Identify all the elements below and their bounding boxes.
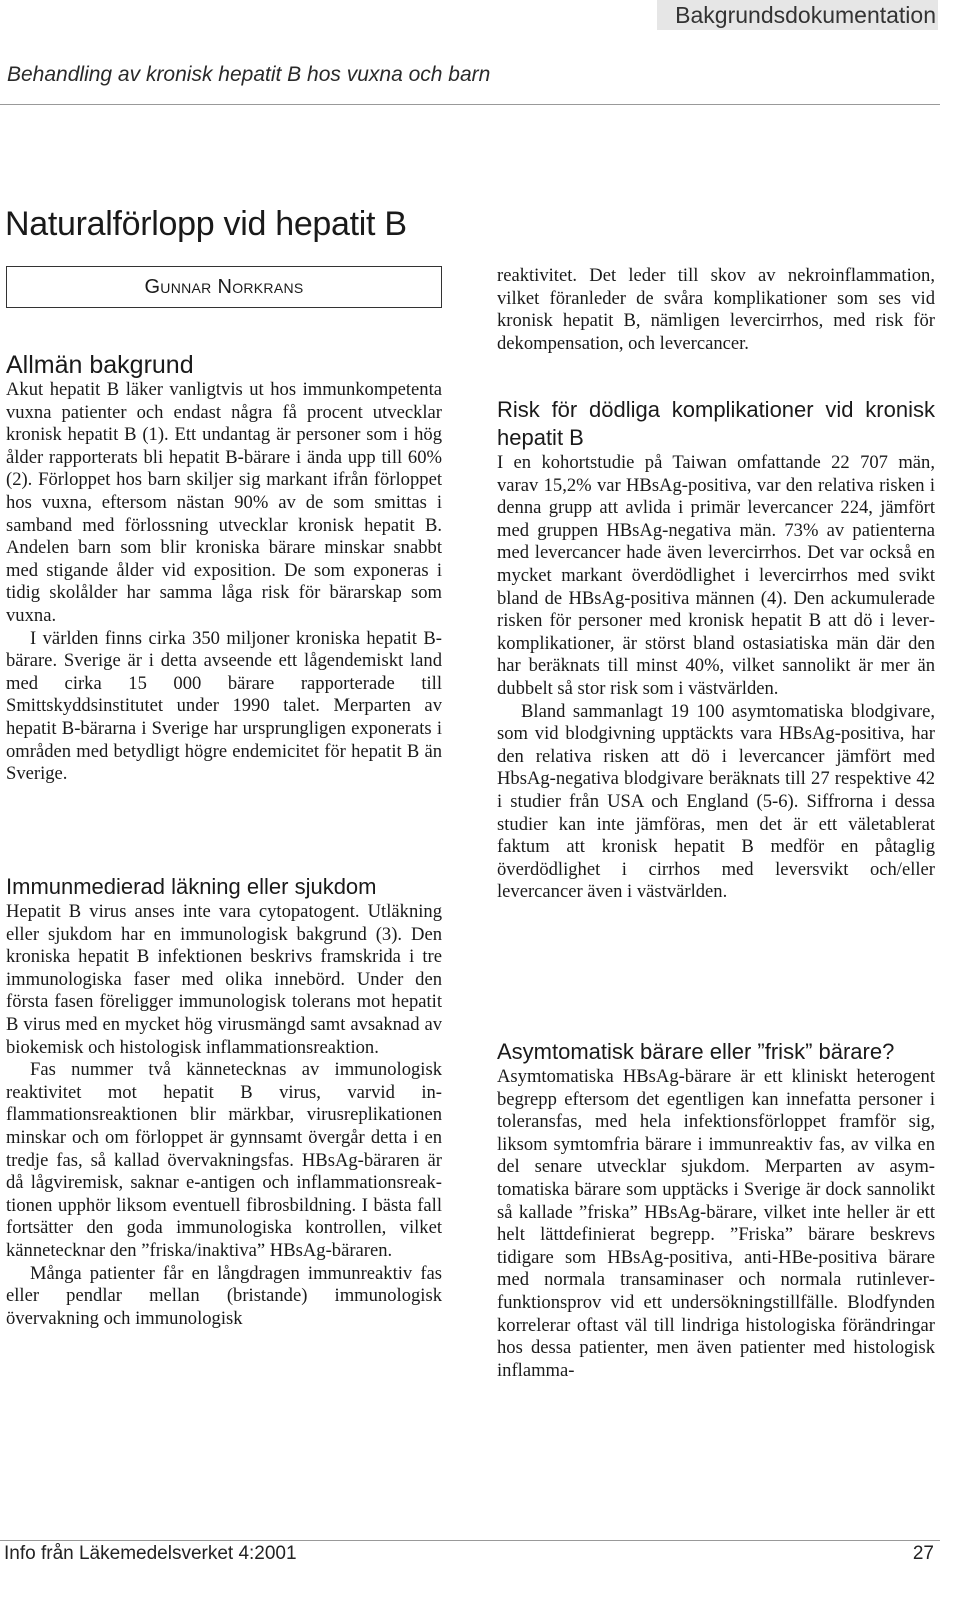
section-immunmedierad — [6, 873, 442, 1330]
paragraph: Många patienter får en långdragen immunreaktiv fas eller pendlar mellan (bristande) immunologisk övervakning och immunologisk — [6, 1262, 442, 1329]
section-asymtomatisk — [497, 1038, 935, 1382]
section-risk — [497, 396, 935, 904]
heading-allman-bakgrund: Allmän bakgrund — [6, 351, 194, 379]
bottom-rule — [0, 1540, 940, 1541]
top-rule — [0, 104, 940, 105]
author-box — [6, 266, 442, 308]
paragraph: Asymtomatiska HBsAg-bärare är ett kliniskt heterogent begrepp eftersom det egentligen kan innefatta personer i toleransfas, med hela infektionsförloppet framför sig, liksom symtomfria bärare i immunreaktiv fas, av vilka en del senare utvecklar sjukdom. Merparten av asymtomatiska bärare som upptäcks i Sverige är dock sannolikt så kallade ”friska” HBsAg-bärare, vilket inte heller är ett helt lättdefinierat begrepp. ”Friska” bärare beskrevs tidigare som HBsAg-positiva, anti-HBe-positiva bärare med normala transaminaser och normala rutinleverfunktionsprov vid ett undersökningstillfälle. Blodfynden korrelerar oftast väl till lindriga histologiska förändringar hos dessa patienter, men även patienter med histologisk inflamma- — [497, 1066, 935, 1381]
document-subtitle: Behandling av kronisk hepatit B hos vuxna och barn — [7, 63, 491, 86]
article-title: Naturalförlopp vid hepatit B — [5, 205, 407, 243]
paragraph: Fas nummer två kännetecknas av immunologisk reaktivitet mot hepatit B virus, varvid inflammationsreaktionen blir märkbar, virusreplikationen minskar och om förloppet är gynnsamt övergår detta i en tredje fas, så kallad övervakningsfas. HBsAg-bäraren är då lågviremisk, saknar e-antigen och inflammationsreaktionen upphör liksom eventuell fibrosbildning. I bästa fall fortsätter den goda immunologiska kontrollen, vilket kännetecknar den ”friska/inaktiva” HBsAg-bäraren. — [6, 1059, 442, 1261]
section-continuation — [497, 265, 935, 355]
paragraph: Hepatit B virus anses inte vara cytopatogent. Utläkning eller sjukdom har en immunologisk bakgrund (3). Den kroniska hepatit B infektionen beskrivs framskrida i tre immunologiska faser med olika innebörd. Under den första fasen föreligger immunologisk tolerans mot hepatit B virus med en mycket hög virusmängd samt avsaknad av biokemisk och histologisk inflammationsreaktion. — [6, 901, 442, 1058]
author-name: Gunnar Norkrans — [144, 275, 304, 298]
paragraph: I en kohortstudie på Taiwan omfattande 22 707 män, varav 15,2% var HBsAg-positiva, var den relativa risken i denna grupp att avlida i primär levercancer 224, jämfört med gruppen HBsAg-negativa män. 73% av patienterna med levercancer hade även levercirrhos. Det var också en mycket markant överdödlighet i levercirrhos med svikt bland de HBsAg-positiva männen (4). Den ackumulerade risken för personer med kronisk hepatit B att dö i leverkomplikationer, är störst bland ostasiatiska män där den har beräknats till minst 40%, vilket sannolikt är mer än dubbelt så stor risk som i västvärlden. — [497, 452, 935, 699]
footer-page-number: 27 — [912, 1543, 934, 1564]
paragraph: Bland sammanlagt 19 100 asymtomatiska blodgivare, som vid blodgivning upptäckts vara HBsAg-positiva, har den relativa risken att dö i levercancer jämfört med HbsAg-negativa blodgivare beräknats till 27 respektive 42 i studier från USA och England (5-6). Siffrorna i dessa studier kan inte jämföras, men det är ett väletablerat faktum att kronisk hepatit B medför en påtaglig överdödlighet i cirrhos med leversvikt och/eller levercancer även i västvärlden. — [497, 700, 935, 903]
footer-publication: Info från Läkemedelsverket 4:2001 — [4, 1543, 297, 1564]
heading-risk: Risk för dödliga komplikationer vid kronisk hepatit B — [497, 397, 935, 450]
heading-asymtomatisk: Asymtomatisk bärare eller ”frisk” bärare? — [497, 1039, 895, 1064]
heading-immunmedierad: Immunmedierad läkning eller sjukdom — [6, 874, 377, 899]
paragraph: I världen finns cirka 350 miljoner kroniska hepatit B-bärare. Sverige är i detta avseende ett lågendemiskt land med cirka 15 000 bärare rapporterade till Smittskyddsinstitutet under 1990 talet. Merparten av hepatit B-bärarna i Sverige har ursprungligen exponerats i områden med betydligt högre endemicitet för hepatit B än Sverige. — [6, 627, 442, 785]
paragraph: Akut hepatit B läker vanligtvis ut hos immunkompetenta vuxna patienter och endast några få procent utvecklar kronisk hepatit B (1). Ett undantag är personer som i hög ålder rapporterats bli hepatit B-bärare i ända upp till 60% (2). Förloppet hos barn skiljer sig markant ifrån förloppet hos vuxna, eftersom nästan 90% av de som smittas i samband med förlossning utvecklar kronisk hepatit B. Andelen barn som blir kroniska bärare minskar snabbt med stigande ålder vid exposition. De som exponeras i tidig skolålder har samma låga risk för bärarskap som vuxna. — [6, 379, 442, 626]
section-allman-bakgrund — [6, 351, 442, 786]
paragraph: reaktivitet. Det leder till skov av nekroinflammation, vilket föranleder de svåra komplikationer som ses vid kronisk hepatit B, nämligen levercirrhos, med risk för dekompensation, och levercancer. — [497, 265, 935, 354]
section-tag: Bakgrundsdokumentation — [657, 0, 938, 30]
